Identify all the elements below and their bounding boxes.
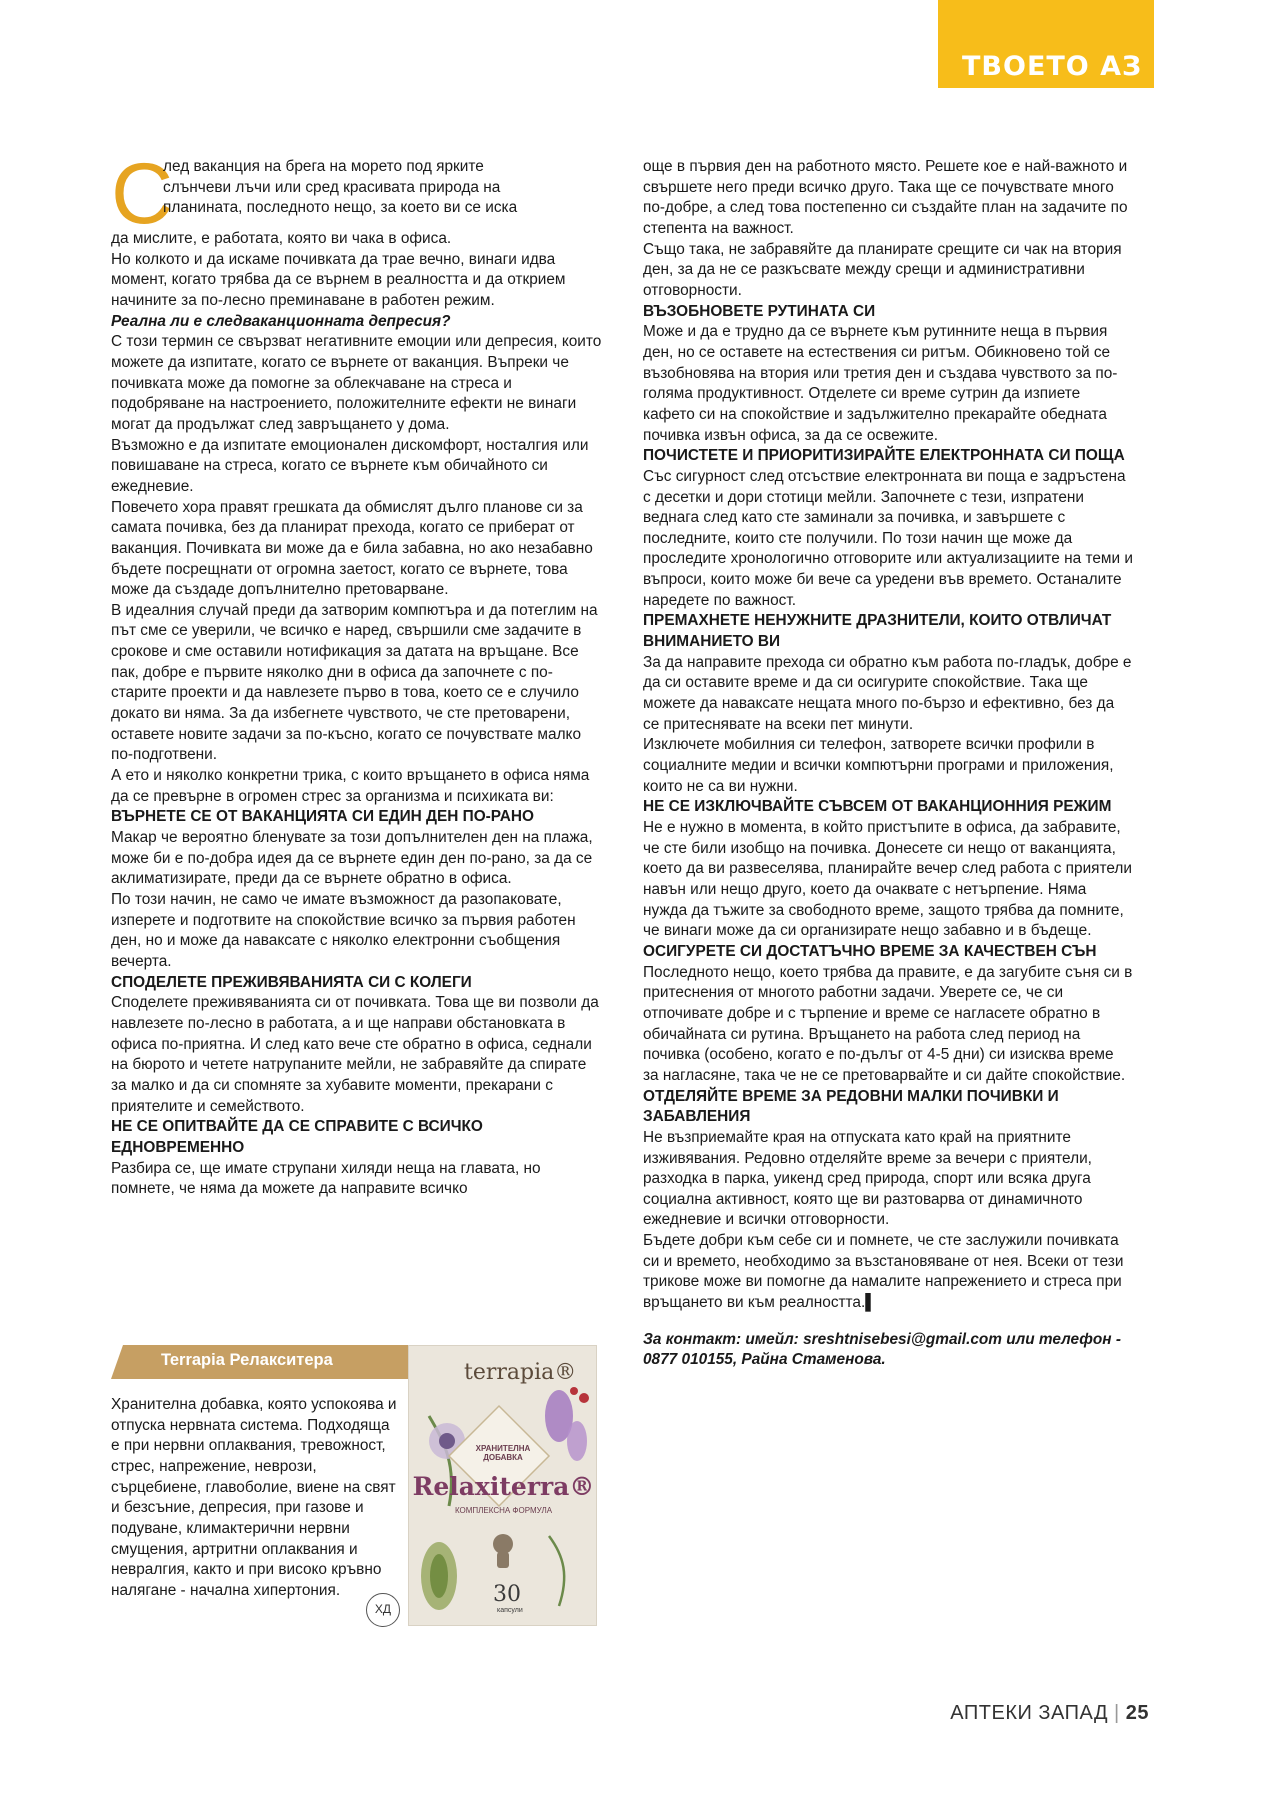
paragraph: Не е нужно в момента, в който пристъпите в офиса, да забравите, че сте били изобщо на почивка. Донесете си нещо от ваканцията, което да ви развеселява, планирайте вечер след работа с приятели навън или нещо друго, което да очаквате с нетърпение. Няма нужда да тъжите за свободното време, защото трябва да помните, че винаги може да си организирате нещо забавно и в бъдеще. <box>643 819 1133 940</box>
section-heading: НЕ СЕ ОПИТВАЙТЕ ДА СЕ СПРАВИТЕ С ВСИЧКО ЕДНОВРЕМЕННО <box>111 1118 483 1156</box>
paragraph: В идеалния случай преди да затворим компютъра и да потеглим на път сме се уверили, че всичко е наред, свършили сме задачите в срокове и сме оставили нотификация за датата на връщане. Все пак, добре е първите няколко дни в офиса да започнете с по-старите проекти и да навлезете първо в това, което се е случило докато ви няма. За да избегнете чувството, че сте претоварени, оставете новите задачи за по-късно, когато се почувствате малко по-подготвени. <box>111 601 598 764</box>
product-count: 30 <box>493 1582 521 1607</box>
intro <box>111 146 602 250</box>
product-image <box>408 1345 597 1626</box>
paragraph: Разбира се, ще имате струпани хиляди неща на главата, но помнете, че няма да можете да направите всичко <box>111 1159 541 1198</box>
left-column <box>111 146 602 1200</box>
section-heading: ОТДЕЛЯЙТЕ ВРЕМЕ ЗА РЕДОВНИ МАЛКИ ПОЧИВКИ И ЗАБАВЛЕНИЯ <box>643 1087 1059 1126</box>
product-box-title <box>111 1345 411 1379</box>
footer-separator: | <box>1114 1702 1120 1724</box>
paragraph: Повечето хора правят грешката да обмислят дълго планове си за самата почивка, без да планират прехода, когато се приберат от ваканция. Почивката ви може да е била забавна, но ако незабавно бъдете посрещнати от огромна заетост, когато се върнете, това може да създаде допълнително претоварване. <box>111 498 593 599</box>
paragraph: Споделете преживяванията си от почивката. Това ще ви позволи да навлезете по-лесно в работата, а и ще направи обстановката в офиса по-приятна. И след като вече сте обратно в офиса, седнали на бюрото и четете натрупаните мейли, не забравяйте да спирате за малко и да си спомняте за хубавите моменти, прекарани с приятелите и семейството. <box>111 994 599 1115</box>
paragraph: По този начин, не само че имате възможност да разопаковате, изперете и подготвите на спокойствие всичко за първия работен ден, но и може да наваксате с няколко електронни съобщения вечерта. <box>111 891 576 970</box>
paragraph: Макар че вероятно бленувате за този допълнителен ден на плажа, може би е по-добра идея да се върнете един ден по-рано, за да се аклиматизирате, преди да се върнете обратно в офиса. <box>111 829 593 888</box>
section-tab-label: ТВОЕТО АЗ <box>962 51 1143 82</box>
paragraph: Бъдете добри към себе си и помнете, че сте заслужили почивката си и времето, необходимо за възстановяване от нея. Всеки от тези трикове може ви помогне да намалите напрежението и стреса при връщането ви към реалността.▌ <box>643 1232 1124 1312</box>
product-unit: капсули <box>497 1607 523 1614</box>
intro-line: слънчеви лъчи или сред красивата природа на <box>163 178 501 196</box>
section-heading: ВЪЗОБНОВЕТЕ РУТИНАТА СИ <box>643 302 876 320</box>
page-footer <box>950 1702 1149 1725</box>
paragraph: С този термин се свързват негативните емоции или депресия, които можете да изпитате, когато се върнете от ваканция. Въпреки че почивката може да помогне за облекчаване на стреса и подобряване на настроението, положителните ефекти не винаги могат да продължат след завръщането у дома. <box>111 333 602 433</box>
paragraph: Изключете мобилния си телефон, затворете всички профили в социалните медии и всички компютърни програми и приложения, които не са ви нужни. <box>643 736 1114 795</box>
section-heading: ПРЕМАХНЕТЕ НЕНУЖНИТЕ ДРАЗНИТЕЛИ, КОИТО ОТВЛИЧАТ ВНИМАНИЕТО ВИ <box>643 612 1112 651</box>
section-heading: ПОЧИСТЕТЕ И ПРИОРИТИЗИРАЙТЕ ЕЛЕКТРОННАТА СИ ПОЩА <box>643 447 1125 465</box>
hd-badge-icon: ХД <box>366 1593 400 1627</box>
right-column <box>643 157 1133 1371</box>
contact-info: За контакт: имейл: sreshtnisebesi@gmail.com или телефон - 0877 010155, Райна Стаменова. <box>643 1330 1121 1369</box>
paragraph: Със сигурност след отсъствие електронната ви поща е задръстена с десетки и дори стотици мейли. Започнете с тези, изпратени веднага след като сте заминали за почивка, и завършете с последните, които сте получили. По този начин ще може да проследите хронологично отговорите или актуализациите на теми и въпроси, които може би вече са уредени във времето. Останалите наредете по важност. <box>643 467 1133 609</box>
paragraph: Не възприемайте края на отпуската като край на приятните изживявания. Редовно отделяйте време за вечери с приятели, разходка в парка, уикенд сред природа, спорт или всяка друга социална активност, която ще ви разтоварва от динамичното ежедневие и всички отговорности. <box>643 1128 1092 1229</box>
paragraph: Възможно е да изпитате емоционален дискомфорт, носталгия или повишаване на стреса, когато се върнете към обичайното си ежедневие. <box>111 436 589 495</box>
paragraph: Последното нещо, което трябва да правите, е да загубите съня си в притеснения от многото работни задачи. Уверете се, че си отпочивате добре и с търпение и време се нагласете обратно в обичайната си рутина. Връщането на работа след период на почивка (особено, когато е по-дълъг от 4-5 дни) си изисква време за нагласяне, така че не се претоварвайте и си дайте спокойствие. <box>643 963 1133 1084</box>
section-heading: НЕ СЕ ИЗКЛЮЧВАЙТЕ СЪВСЕМ ОТ ВАКАНЦИОННИЯ РЕЖИМ <box>643 798 1112 816</box>
paragraph: За да направите прехода си обратно към работа по-гладък, добре е да си оставите време и да си осигурите спокойствие. Така ще можете да наваксате нещата много по-бързо и ефективно, без да се притеснявате на всеки пет минути. <box>643 653 1132 733</box>
intro-line: лед ваканция на брега на морето под ярките <box>163 158 484 175</box>
product-description: Хранителна добавка, която успокоява и отпуска нервната система. Подходяща е при нервни оплаквания, тревожност, стрес, напрежение, неврози, сърцебиене, главоболие, виене на свят и безсъние, депресия, при газове и подуване, климактерични нервни смущения, артритни оплаквания и невралгия, както и при високо кръвно налягане - начална хипертония. <box>111 1396 397 1599</box>
intro-line: планината, последното нещо, за което ви се иска <box>163 199 518 217</box>
section-heading: ОСИГУРЕТЕ СИ ДОСТАТЪЧНО ВРЕМЕ ЗА КАЧЕСТВЕН СЪН <box>643 942 1097 960</box>
product-name: Relaxiterra® <box>412 1472 595 1501</box>
footer-label: АПТЕКИ ЗАПАД <box>950 1702 1109 1724</box>
paragraph: А ето и няколко конкретни трика, с които връщането в офиса няма да се превърне в огромен стрес за организма и психиката ви: <box>111 767 590 805</box>
section-tab <box>938 0 1154 88</box>
subheading: Реална ли е следваканционната депресия? <box>111 312 451 330</box>
section-heading: СПОДЕЛЕТЕ ПРЕЖИВЯВАНИЯТА СИ С КОЛЕГИ <box>111 973 472 991</box>
paragraph: Може и да е трудно да се върнете към рутинните неща в първия ден, но се оставете на естествения си ритъм. Обикновено той се възобновява на втория или третия ден и създава чувството за по-голяма продуктивност. Отделете си време сутрин да изпиете кафето си на спокойствие и задължително прекарайте обедната почивка извън офиса, за да се освежите. <box>643 323 1118 444</box>
section-heading: ВЪРНЕТЕ СЕ ОТ ВАКАНЦИЯТА СИ ЕДИН ДЕН ПО-РАНО <box>111 808 534 826</box>
product-tag: ХРАНИТЕЛНА ДОБАВКА <box>475 1444 531 1462</box>
page-number: 25 <box>1125 1702 1149 1724</box>
product-brand: terrapia® <box>464 1360 577 1385</box>
product-box-title-text: Terrapia Релакситера <box>161 1351 333 1369</box>
product-subtitle: КОМПЛЕКСНА ФОРМУЛА <box>454 1506 553 1515</box>
dropcap: С <box>111 146 174 242</box>
paragraph: още в първия ден на работното място. Решете кое е най-важното и свършете него преди всичко друго. Така ще се почувствате много по-добре, а след това постепенно си създайте план на задачите по степента на важност. <box>643 158 1128 237</box>
intro-line: да мислите, е работата, която ви чака в офиса. <box>111 230 452 247</box>
paragraph: Но колкото и да искаме почивката да трае вечно, винаги идва момент, когато трябва да се върнем в реалността и да открием начините за по-лесно преминаване в работен режим. <box>111 250 566 309</box>
paragraph: Също така, не забравяйте да планирате срещите си чак на втория ден, за да не се разкъсвате между срещи и административни отговорности. <box>643 240 1122 299</box>
